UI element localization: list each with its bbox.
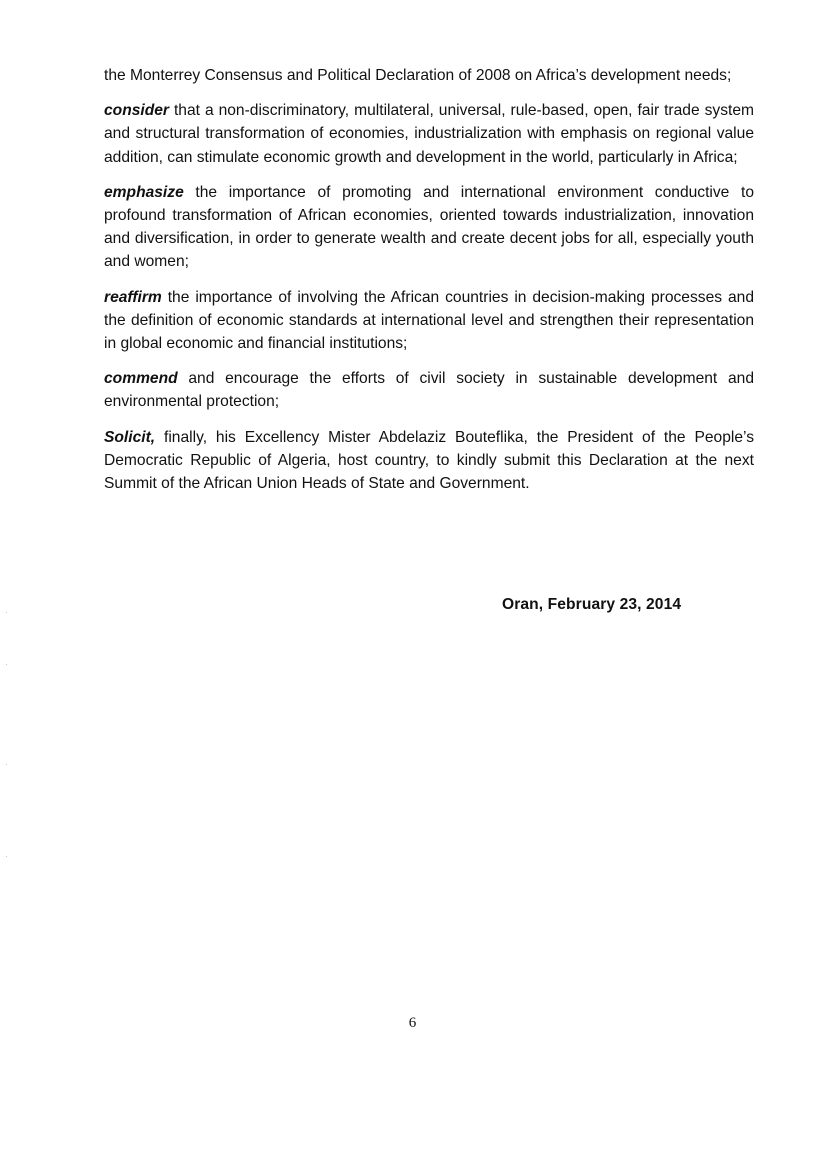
paragraph-monterrey (104, 64, 754, 87)
scan-artifact (6, 664, 7, 665)
paragraph-solicit (104, 426, 754, 496)
declaration-body (104, 64, 754, 507)
paragraph-keyword: commend (104, 370, 178, 388)
paragraph-keyword: emphasize (104, 183, 184, 201)
paragraph-keyword: Solicit, (104, 428, 156, 446)
paragraph-reaffirm (104, 286, 754, 356)
paragraph-keyword: reaffirm (104, 288, 162, 306)
scan-artifact (6, 856, 7, 857)
paragraph-text: the importance of involving the African countries in decision-making processes and the definition of economic standards at international level and strengthen their representation in global economic and financial institutions; (104, 288, 754, 353)
paragraph-emphasize (104, 181, 754, 274)
scan-artifact (6, 612, 7, 613)
scan-artifact (6, 764, 7, 765)
paragraph-keyword: consider (104, 102, 169, 120)
place-and-date: Oran, February 23, 2014 (502, 596, 682, 613)
page-number: 6 (408, 1015, 417, 1031)
paragraph-text: that a non-discriminatory, multilateral, universal, rule-based, open, fair trade system and structural transformation of economies, industrialization with emphasis on regional value addition, can stimulate economic growth and development in the world, particularly in Africa; (104, 102, 754, 166)
paragraph-commend (104, 367, 754, 413)
paragraph-text: finally, his Excellency Mister Abdelaziz Bouteflika, the President of the People’s Democratic Republic of Algeria, host country, to kindly submit this Declaration at the next Summit of the African Union Heads of State and Government. (104, 428, 754, 493)
paragraph-text: the importance of promoting and international environment conductive to profound transformation of African economies, oriented towards industrialization, innovation and diversification, in order to generate wealth and create decent jobs for all, especially youth and women; (104, 183, 754, 271)
paragraph-text: and encourage the efforts of civil society in sustainable development and environmental protection; (104, 370, 754, 411)
paragraph-consider (104, 99, 754, 169)
paragraph-text: the Monterrey Consensus and Political Declaration of 2008 on Africa’s development needs; (104, 67, 732, 84)
